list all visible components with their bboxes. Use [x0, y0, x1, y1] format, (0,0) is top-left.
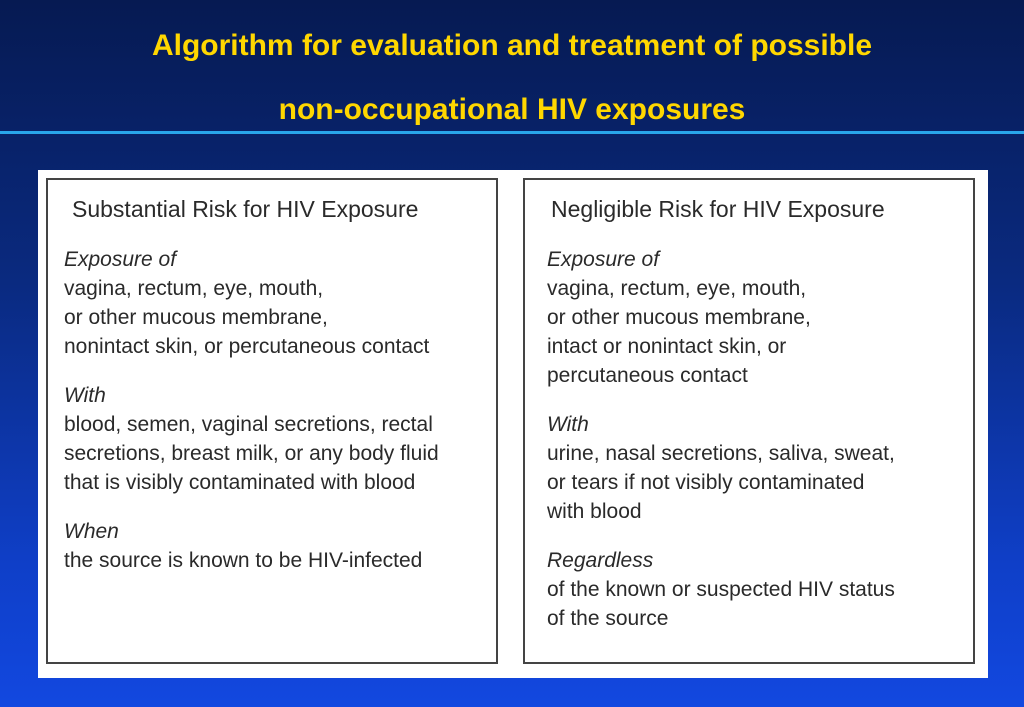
- criteria-label: Regardless: [547, 549, 654, 572]
- criteria-text: that is visibly contaminated with blood: [64, 471, 416, 494]
- substantial-risk-box: [46, 178, 498, 664]
- criteria-section: [547, 546, 973, 633]
- criteria-text: nonintact skin, or percutaneous contact: [64, 335, 430, 358]
- substantial-risk-heading: Substantial Risk for HIV Exposure: [72, 196, 419, 222]
- negligible-risk-heading: Negligible Risk for HIV Exposure: [551, 196, 885, 222]
- criteria-text: urine, nasal secretions, saliva, sweat,: [547, 442, 895, 465]
- criteria-text: vagina, rectum, eye, mouth,: [64, 277, 324, 300]
- negligible-risk-box: [523, 178, 975, 664]
- criteria-label: When: [64, 520, 119, 543]
- criteria-text: of the known or suspected HIV status: [547, 578, 895, 601]
- criteria-label: Exposure of: [547, 248, 660, 271]
- criteria-label: Exposure of: [64, 248, 177, 271]
- criteria-text: percutaneous contact: [547, 364, 748, 387]
- criteria-text: with blood: [547, 500, 642, 523]
- risk-comparison-figure: [38, 170, 988, 678]
- criteria-text: the source is known to be HIV-infected: [64, 549, 423, 572]
- criteria-text: blood, semen, vaginal secretions, rectal: [64, 413, 433, 436]
- criteria-section: [64, 381, 496, 497]
- slide-title: [0, 14, 1024, 142]
- slide-title-line-2: non-occupational HIV exposures: [278, 93, 746, 126]
- criteria-text: or other mucous membrane,: [547, 306, 811, 329]
- criteria-text: intact or nonintact skin, or: [547, 335, 787, 358]
- criteria-text: of the source: [547, 607, 669, 630]
- criteria-section: [547, 245, 973, 390]
- criteria-section: [64, 517, 496, 575]
- title-divider: [0, 131, 1024, 134]
- criteria-text: secretions, breast milk, or any body fluid: [64, 442, 439, 465]
- criteria-label: With: [64, 384, 106, 407]
- criteria-label: With: [547, 413, 589, 436]
- criteria-text: vagina, rectum, eye, mouth,: [547, 277, 807, 300]
- criteria-text: or other mucous membrane,: [64, 306, 328, 329]
- slide-title-line-1: Algorithm for evaluation and treatment of possible: [151, 29, 873, 62]
- criteria-section: [547, 410, 973, 526]
- criteria-section: [64, 245, 496, 361]
- criteria-text: or tears if not visibly contaminated: [547, 471, 865, 494]
